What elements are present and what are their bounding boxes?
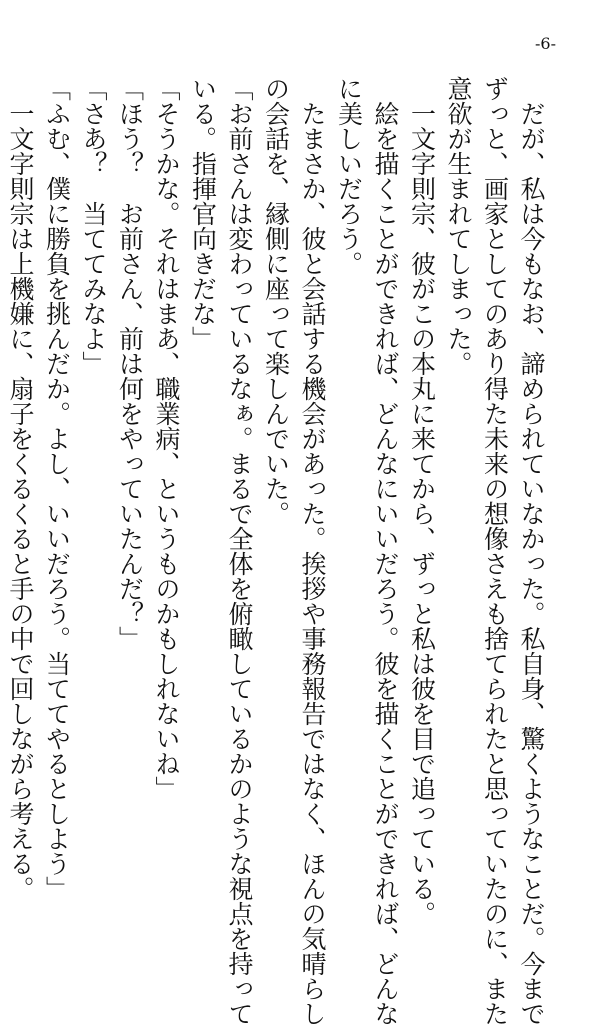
text-line: ずっと、画家としてのあり得た未来の想像さえも捨てられたと思っていたのに、また <box>480 76 510 1026</box>
text-line: 「お前さんは変わっているなぁ。まるで全体を俯瞰しているかのような視点を持って <box>225 76 254 1026</box>
text-line: だが、私は今もなお、諦められていなかった。私自身、驚くようなことだ。今まで <box>517 76 546 1026</box>
text-line: 絵を描くことができれば、どんなにいいだろう。彼を描くことができれば、どんな <box>371 76 400 1026</box>
text-line: 「そうかな。それはまあ、職業病、というものかもしれないね」 <box>152 76 181 801</box>
text-line: 意欲が生まれてしまった。 <box>444 76 473 376</box>
text-line <box>0 76 2 866</box>
text-line: に美しいだろう。 <box>334 76 364 276</box>
text-line: 「さあ？ 当ててみなよ」 <box>79 76 108 376</box>
text-line: たまさか、彼と会話する機会があった。挨拶や事務報告ではなく、ほんの気晴らし <box>298 76 327 1026</box>
text-line: 一文字則宗は上機嫌に、扇子をくるくると手の中で回しながら考える。 <box>6 76 35 901</box>
body-text <box>0 76 549 1026</box>
text-line: 一文字則宗、彼がこの本丸に来てから、ずっと私は彼を目で追っている。 <box>407 76 437 926</box>
page-number: -6- <box>535 34 556 53</box>
text-line: の会話を、縁側に座って楽しんでいた。 <box>261 76 291 526</box>
text-line: 「ほう？ お前さん、前は何をやっていたんだ？」 <box>115 76 145 651</box>
text-line: 「ふむ、僕に勝負を挑んだか。よし、いいだろう。当ててやるとしよう」 <box>42 76 72 901</box>
text-line: いる。指揮官向きだな」 <box>188 76 218 351</box>
